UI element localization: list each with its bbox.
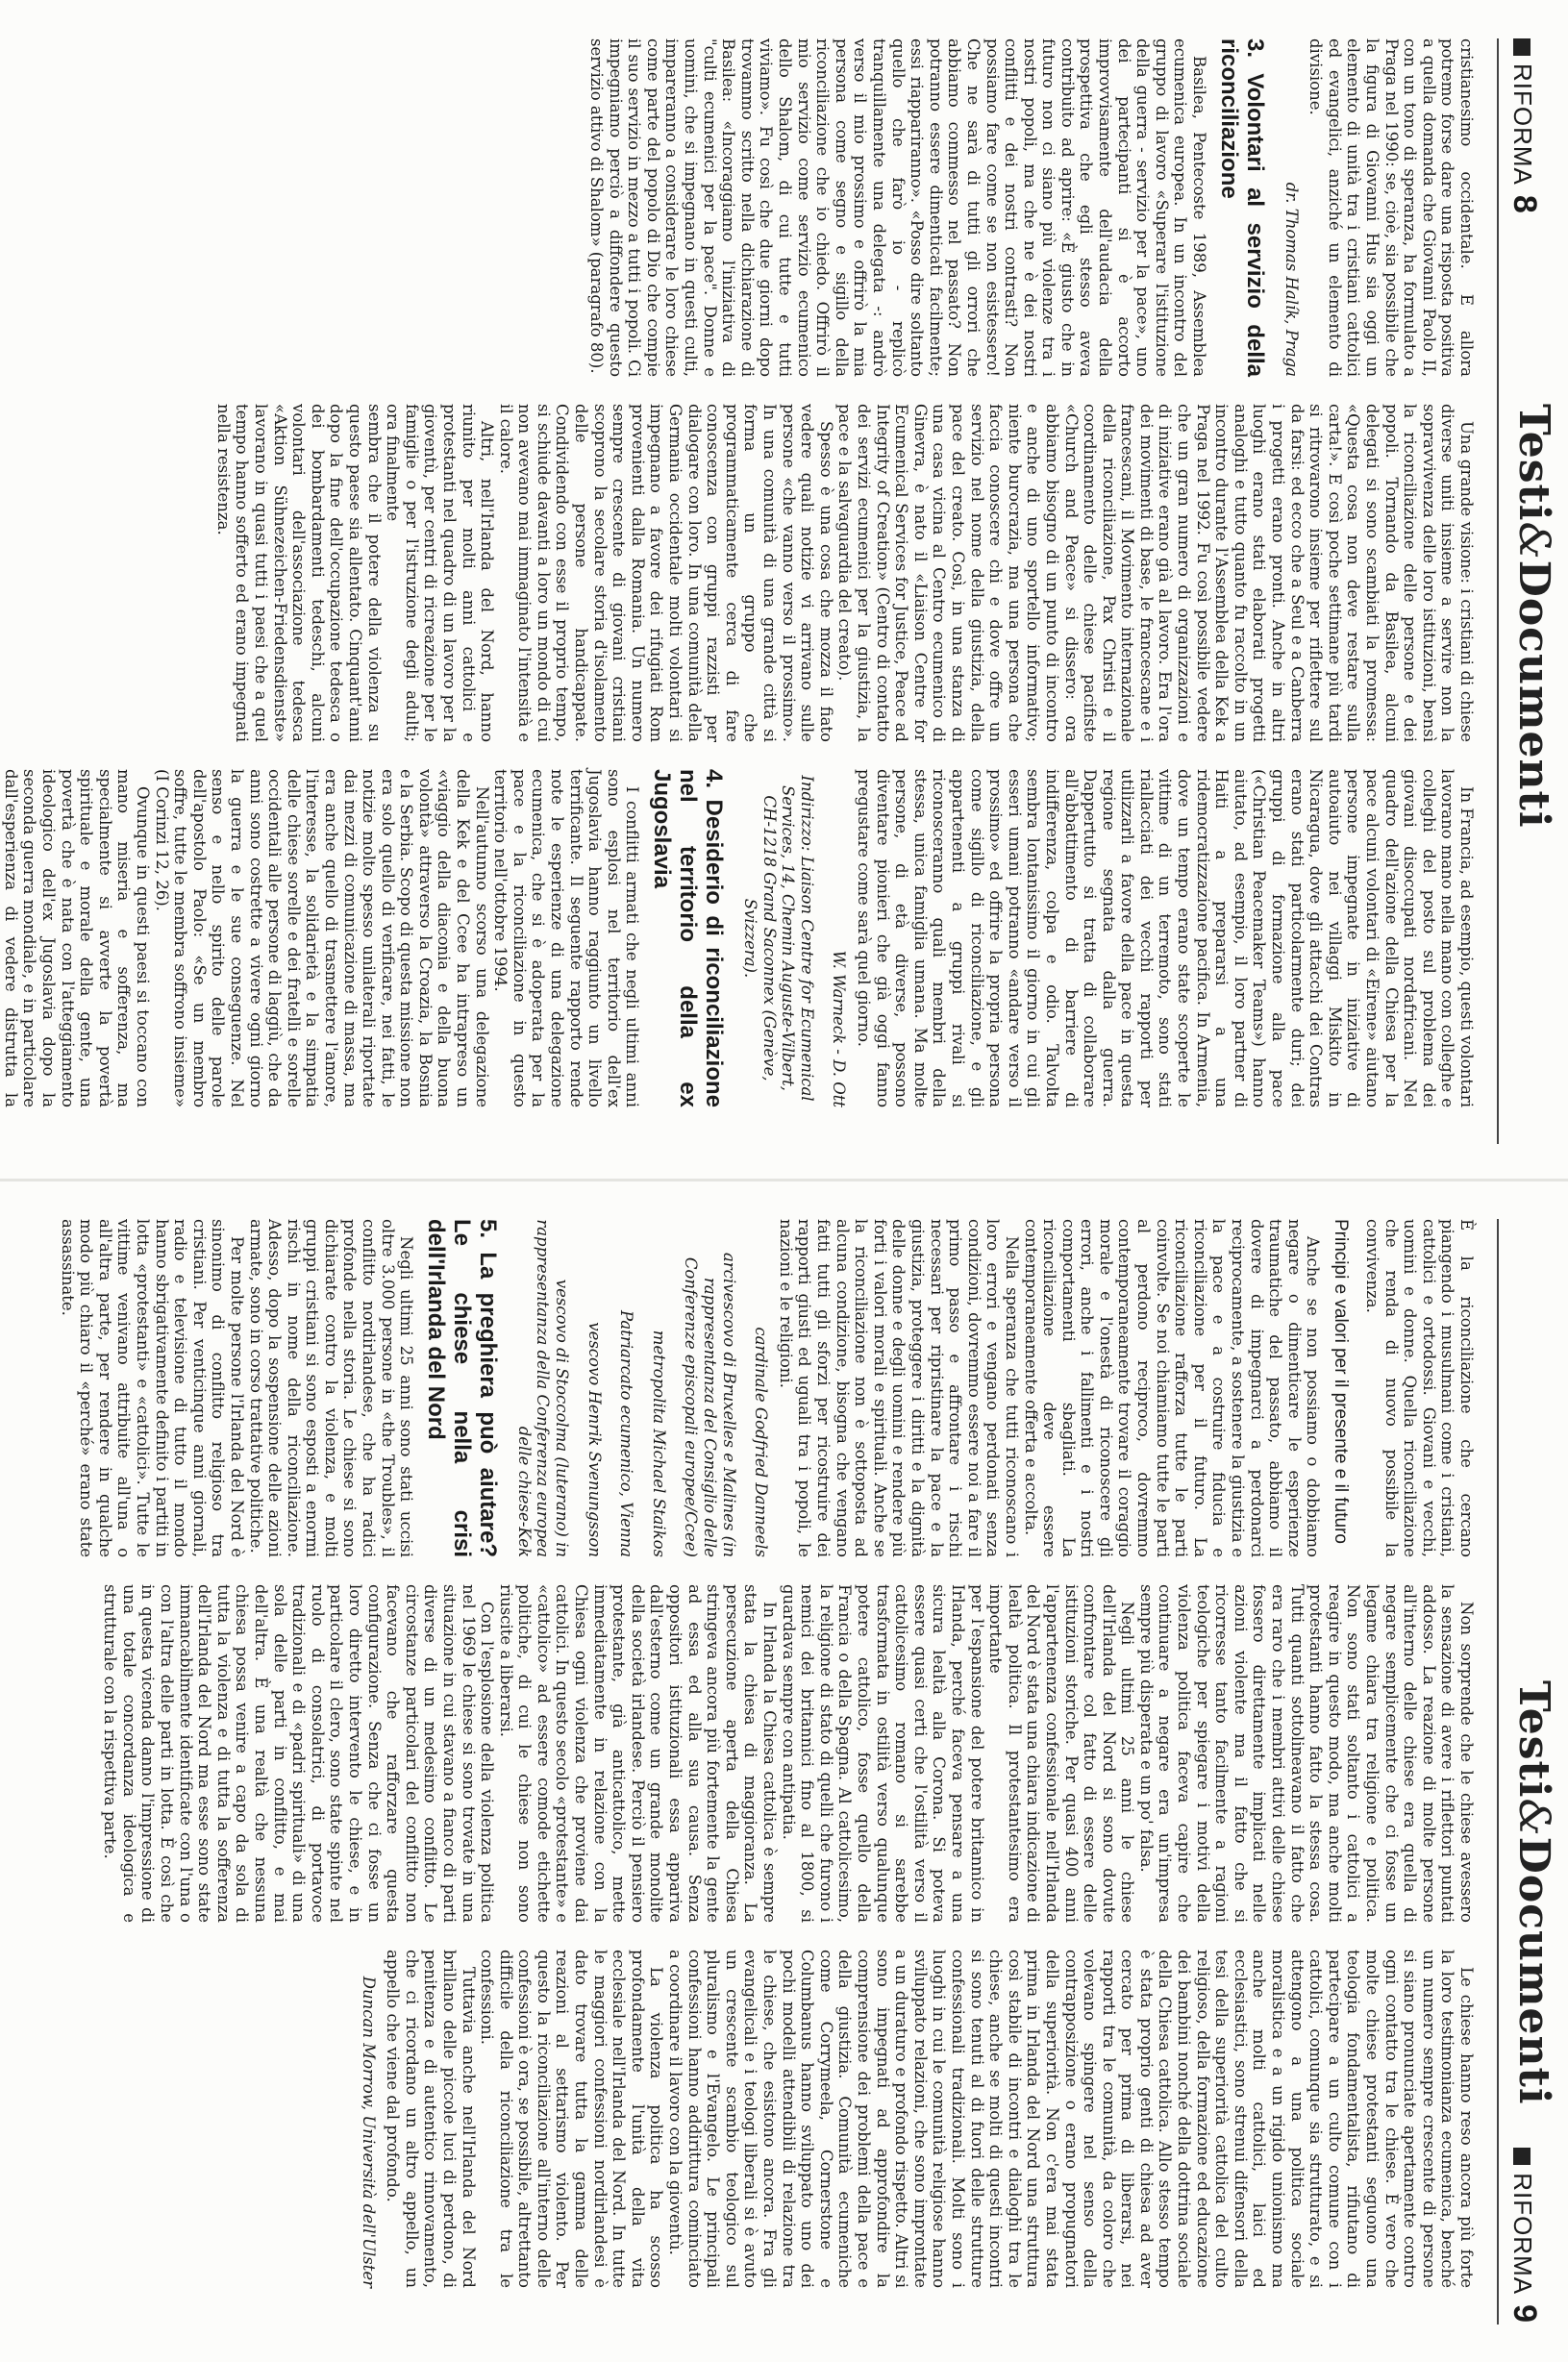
paragraph: Negli ultimi 25 anni le chiese dell'Irlanda del Nord si sono dovute confrontare col fatto di essere delle istituzioni storiche. Per quasi 400 anni l'appartenenza confessionale nell'Irlanda del Nord è stata una chiara indicazione di lealtà politica. Il protestantesimo era importante [986,1584,1137,1923]
paragraph: per l'espansione del potere britannico in Irlanda, perché faceva pensare a una sicura lealtà alla Corona. Si poteva essere quasi certi che l'ostilità verso il cattolicesimo romano si sarebbe trasformata in ostilità verso qualunque potere cattolico, fosse quello della Francia o della Spagna. Al cattolicesimo, la religione di stato di quelli che furono i nemici dei britannici fino al 1800, si guardava sempre con antipatia. [779,1584,986,1923]
page-9 [0,1181,1568,2362]
paragraph: Per molte persone l'Irlanda del Nord è sinonimo di conflitto religioso tra cristiani. Per venticinque anni giornali, radio e televisione di tutto il mondo hanno sbrigativamente definito i partiti in lotta «protestanti» e «cattolici». Tutte le vittime venivano attribuite all'una o all'altra parte, per rendere in qualche modo più chiaro il «perché» erano state assassinate. [58,1219,246,1557]
paragraph: Nell'autunno scorso una delegazione della Kek e del Ccee ha intrapreso un «viaggio della diaconia e della buona volontà» attraverso la Croazia, la Bosnia e la Serbia. Scopo di questa missione non era solo quello di verificare, nei fatti, le notizie molto spesso unilaterali riportate dai mezzi di comunicazione di massa, ma era anche quello di trasmettere l'amore, l'interesse, la solidarietà e la simpatia delle chiese sorelle e dei fratelli e sorelle occidentali alle persone di laggiù, che da anni sono costrette a vivere ogni giorno la guerra e le sue conseguenze. Nel senso e nello spirito delle parole dell'apostolo Paolo: «Se un membro soffre, tutte le membra soffrono insieme» (I Corinzi 12, 26). [152,769,491,1107]
paragraph: In Francia, ad esempio, questi volontari lavorano mano nella mano con colleghe e colleghi del posto sul problema dei giovani disoccupati nordafricani. Nel quadro dell'azione della Chiesa per la pace alcuni volontari di «Eirene» aiutano persone impegnate in iniziative di autoaiuto nei villaggi Miskito in Nicaragua, dove gli attacchi dei Contras erano stati particolarmente duri; dei gruppi di formazione alla pace («Christian Peacemaker Teams») hanno aiutato, ad esempio, il loro partner di Haiti a prepararsi a una ridemocratizzazione pacifica. In Armenia, dove un tempo erano state scoperte le vittime di un terremoto, sono stati riallacciati dei vecchi rapporti per utilizzarli a favore della pace in questa regione segnata dalla guerra. Dappertutto si tratta di collaborare all'abbattimento di barriere di indifferenza, colpa e odio. Talvolta sembra lontanissimo il giorno in cui gli esseri umani potranno «andare verso il prossimo» ed offrire la propria persona come sigillo di riconciliazione, e gli appartenenti a gruppi rivali si riconosceranno quali membri della stessa, unica famiglia umana. Ma molte persone, di età diverse, possono diventare pionieri che già oggi fanno pregustare come sarà quel giorno. [855,769,1476,1107]
signatory: vescovo Henrik Svenungsson [585,1322,604,1557]
signatory: vescovo di Stoccolma (luterano) in rappresentanza della Conferenza europea delle chiese-Kek [514,1219,572,1557]
paragraph: I conflitti armati che negli ultimi anni sono esplosi nel territorio dell'ex Jugoslavia hanno raggiunto un livello terrificante. Il seguente rapporto rende note le esperienze di una delegazione ecumenica, che si è adoperata per la pace e la riconciliazione in questo territorio nell'ottobre 1994. [491,769,642,1107]
paragraph: Le chiese hanno reso ancora più forte la loro testimonianza ecumenica, benché un numero sempre crescente di persone si siano pronunciate apertamente contro ogni contatto tra le chiese. È vero che molte chiese protestanti seguono una teologia fondamentalista, rifiutano di partecipare a un culto comune con i cattolici, comunque sia strutturato, e si attengono a una politica sociale moralistica e a un rigido unionismo ma anche molti cattolici, laici ed ecclesiastici, sono strenui difensori della tesi della superiorità cattolica del culto religioso, della formazione ed educazione dei bambini nonché della dottrina sociale della Chiesa cattolica. Allo stesso tempo è stata proprio genti di chiesa ad aver cercato per prima di liberarsi, nei rapporti tra le comunità, da coloro che volevano spingere nel senso della contrapposizione o erano propugnatori della superiorità. Non c'era mai stata prima in Irlanda del Nord una struttura così stabile di incontri e dialoghi tra le chiese, anche se molti di questi incontri si sono tenuti al di fuori delle strutture confessionali tradizionali. Molti sono i luoghi in cui le comunità religiose hanno sviluppato relazioni, che sono improntate a un duraturo e profondo rispetto. Altri si sono impegnati ad approfondire la comprensione dei problemi della pace e della giustizia. Comunità ecumeniche come Corrymeela, Cornerstone e Columbanus hanno sviluppato uno dei pochi modelli attendibili di relazione tra le chiese, che esistono ancora. Fra gli evangelicali e i teologi liberali si è avuto un crescente scambio teologico sul pluralismo e l'Evangelo. Le principali confessioni hanno addirittura cominciato a coordinare il lavoro con la gioventù. [666,1950,1476,2288]
paragraph: La violenza politica ha scosso profondamente l'unità della vita ecclesiale nell'Irlanda del Nord. In tutte le maggiori confessioni nordirlandesi è dato trovare tutta la gamma delle reazioni al settarismo violento. Per questo la riconciliazione all'interno delle confessioni è ora, se possibile, altrettanto difficile della riconciliazione tra le confessioni. [478,1950,666,2288]
paragraph: In Irlanda la Chiesa cattolica è sempre stata la chiesa di maggioranza. La persecuzione aperta della Chiesa stringeva ancora più fortemente la gente ad essa ed alla sua causa. Senza oppositori istituzionali essa appariva dall'esterno come un grande monolite della società irlandese. Perciò il pensiero protestante, già anticattolico, mette immediatamente in relazione con la Chiesa ogni violenza che proviene dai cattolici. In questo secolo «protestante» e «cattolico» ad essere comode etichette politiche, di cui le chiese non sono riuscite a liberarsi. [496,1584,780,1923]
article-heading: 3. Volontari al servizio della riconciliazione [1216,38,1269,377]
signatory: cardinale Godfried Danneels [752,1327,771,1557]
article-heading: 4. Desiderio di riconciliazione nel territorio della ex Jugoslavia [649,769,728,1107]
paragraph: È la riconciliazione che cercano piangendo i musulmani come i cristiani, cattolici e ortodossi. Giovani e vecchi, uomini e donne. Quella riconciliazione che renda di nuovo possibile la convivenza. [1363,1219,1476,1557]
paragraph: Negli ultimi 25 anni sono stati uccisi oltre 3.000 persone in «the Troubles», il conflitto nordirlandese, che ha radici profonde nella storia. Le chiese si sono dichiarate contro la violenza, e molti gruppi cristiani si sono esposti a enormi rischi in nome della riconciliazione. Adesso, dopo la sospensione delle azioni armate, sono in corso trattative politiche. [246,1219,416,1557]
signatory: metropolita Michael Staikos [649,1330,668,1557]
paragraph: cristianesimo occidentale. E allora potremo forse dare una risposta positiva a quella domanda che Giovanni Paolo II, con un tono di speranza, ha formulato a Praga nel 1990: se, cioè, sia possibile che la figura di Giovanni Hus sia oggi un elemento di unità tra i cristiani cattolici ed evangelici, anziché un elemento di divisione. [1307,38,1476,377]
author-signature: Duncan Morrow, Università dell'Ulster [359,1976,378,2288]
paragraph: Ovunque in questi paesi si toccano con mano miseria e sofferenza, ma specialmente si avverte la povertà spirituale e morale della gente, una povertà che è nata con l'atteggiamento ideologico dell'ex Jugoslavia dopo la seconda guerra mondiale, e in particolare dall'esperienza di vedere distrutta la [1,769,152,1107]
folio-square-icon [1513,38,1531,56]
column-1 [19,1219,1476,1557]
column-3 [1,769,1476,1107]
header-rule [1497,38,1499,1144]
paragraph: Basilea, Pentecoste 1989, Assemblea ecumenica europea. In un incontro del gruppo di lavoro «Superare l'istituzione della guerra - servizio per la pace», uno dei partecipanti si è accorto improvvisamente dell'audacia della prospettiva che egli stesso aveva contribuito ad aprire: «È giusto che in futuro non ci siano più violenze tra i nostri popoli, ma che ne è dei nostri conflitti e dei nostri contrasti? Non possiamo fare come se non esistessero! Che ne sarà di tutti gli orrori che abbiamo commesso nel passato? Non potranno essere dimenticati facilmente; essi riappariranno». «Posso dire soltanto quello che farò io - replicò tranquillamente una delegata -: andrò verso il mio prossimo e offrirò la mia persona come segno e sigillo della riconciliazione che io chiedo. Offrirò il mio servizio come servizio ecumenico dello Shalom, di cui tutte e tutti viviamo». Fu così che due giorni dopo trovammo scritto nella dichiarazione di Basilea: «Incoraggiamo l'iniziativa di "culti ecumenici per la pace". Donne e uomini, che si impegnano in questi culti, impareranno a considerare le loro chiese come parte del popolo di Dio che compie il suo servizio in mezzo a tutti i popoli. Ci impegniamo perciò a diffondere questo servizio attivo di Shalom» (paragrafo 80). [587,38,1209,377]
column-3 [19,1950,1476,2288]
paragraph: Non sorprende che le chiese avessero la sensazione di avere i riflettori puntati addosso. La reazione di molte persone all'interno delle chiese era quella di negare semplicemente che ci fosse un legame chiara tra religione e politica. Non sono stati soltanto i cattolici a reagire in questo modo, ma anche molti protestanti hanno fatto la stessa cosa. Tutti quanti sottolineavano il fatto che era raro che i membri attivi delle chiese fossero direttamente implicati nelle azioni violente ma il fatto che si ricorresse tanto facilmente a ragioni teologiche per spiegare i motivi della violenza politica faceva capire che continuare a negare era un'impresa sempre più disperata e un po' falsa. [1136,1584,1476,1923]
subheading: Principi e valori per il presente e il futuro [1331,1219,1352,1544]
paragraph: sembra che il potere della violenza su questo paese sia allentato. Cinquant'anni dopo la fine dell'occupazione tedesca o dei bombardamenti tedeschi, alcuni volontari dell'associazione tedesca «Aktion Sühnezeichen-Friedensdienste» lavorano in quasi tutti i paesi che a quel tempo hanno sofferto ed erano impegnati nella resistenza. [213,404,384,742]
column-2 [19,1584,1476,1923]
column-2 [19,404,1476,742]
paragraph: Tuttavia anche nell'Irlanda del Nord brillano delle piccole luci di perdono, di penitenza e di autentico rinnovamento, che ci ricordano un altro appello, un appello che viene dal profondo. [384,1950,478,2288]
address-note: Indirizzo: Liaison Centre for Ecumenical Services, 14, Chemin Auguste-Vilbert, CH-1218 Grand Saconnex (Genève, Svizzera). [741,775,816,1102]
header-rule [1497,1219,1499,2325]
paragraph: Nella speranza che tutti riconoscano i loro errori e vengano perdonati senza condizioni, dovremmo essere noi a fare il primo passo e affrontare i rischi necessari per ripristinare la pace e la giustizia, proteggere i diritti e la dignità delle donne e degli uomini e rendere più forti i valori morali e spirituali. Anche se la riconciliazione non è sottoposta ad alcuna condizione, bisogna che vengano fatti tutti gli sforzi per ricostruire dei rapporti giusti ed uguali tra i popoli, le nazioni e le religioni. [776,1219,1021,1557]
column-1 [19,38,1476,377]
signatory: Patriarcato ecumenico, Vienna [617,1310,636,1557]
paragraph: Con l'esplosione della violenza politica nel 1969 le chiese si sono trovate in una situazione in cui stavano a fianco di parti diverse di un medesimo conflitto. Le circostanze particolari del conflitto non facevano che rafforzare questa configurazione. Senza che ci fosse un loro diretto intervento le chiese, e in particolare il clero, sono state spinte nel ruolo di consolatrici, di portavoce tradizionali e di «padri spirituali» di una sola delle parti in conflitto, e mai dell'altra. È una realtà che nessuna chiesa possa venire a capo da sola di tutta la violenza e di tutta la sofferenza dell'Irlanda del Nord ma esse sono state immancabilmente identificate con l'una o con l'altra delle parti in lotta. È così che in questa vicenda danno l'impressione di una totale concordanza ideologica e strutturale con la rispettiva parte. [101,1584,497,1923]
author-signature: W. Warneck - D. Ott [830,950,849,1107]
folio-square-icon [1513,2148,1531,2165]
article-heading: 5. La preghiera può aiutare? Le chiese nella crisi dell'Irlanda del Nord [423,1219,502,1557]
paragraph: Anche se non possiamo o dobbiamo negare o dimenticare le esperienze traumatiche del passato, abbiamo il dovere di impegnarci a perdonarci reciprocamente, a sostenere la giustizia e la pace e a costruire fiducia e riconciliazione per il futuro. La riconciliazione rafforza tutte le parti coinvolte. Se noi chiamiamo tutte le parti al perdono reciproco, dovremmo contemporaneamente trovare il coraggio morale e l'onestà di riconoscere gli errori, anche i fallimenti e i nostri comportamenti sbagliati. La riconciliazione deve essere contemporaneamente offerta e accolta. [1021,1219,1323,1557]
author-signature: dr. Thomas Halík, Praga [1282,182,1301,377]
signatory: arcivescovo di Bruxelles e Malines (in rappresentanza del Consiglio delle Conferenze episcopali europee/Ccee) [682,1252,738,1557]
paragraph: Altri, nell'Irlanda del Nord, hanno riunito per molti anni cattolici e protestanti nel quadro di un lavoro per la gioventù, per centri di ricreazione per le famiglie o per l'istruzione degli adulti; ora finalmente [384,404,497,742]
section-title: Testi&Documenti [1509,404,1558,829]
page-folio: RIFORMA9 [1506,2148,1543,2324]
paragraph: Una grande visione: i cristiani di chiese diverse uniti insieme a servire non la sopravvivenza delle loro istituzioni, bensì la riconciliazione delle persone e dei popoli. Tornando da Basilea, alcuni delegati si sono scambiati la promessa: «Questa cosa non deve restare sulla carta!». E così poche settimane più tardi si ritrovarono insieme per riflettere sul da farsi: ed ecco che a Seul e a Canberra i progetti erano pronti. Anche in altri luoghi erano stati elaborati progetti analoghi e tutto quanto fu raccolto in un incontro durante l'Assemblea della Kek a Praga nel 1992. Fu così possibile vedere che un gran numero di organizzazioni e di iniziative erano già al lavoro. Era l'ora dei movimenti di base, le francescane e i francescani, il Movimento internazionale della riconciliazione, Pax Christi e il coordinamento delle chiese pacifiste «Church and Peace» si dissero: ora abbiamo bisogno di un punto di incontro e anche di uno sportello informativo; niente burocrazia, ma una persona che faccia conoscere chi e dove offre un servizio nel nome della giustizia, della pace del creato. Così, in una stanza di una casa vicina al Centro ecumenico di Ginevra, è nato il «Liaison Centre for Ecumenical Services for Justice, Peace ad Integrity of Creation» (Centro di contatto dei servizi ecumenici per la giustizia, la pace e la salvaguardia del creato). [835,404,1476,742]
section-title: Testi&Documenti [1509,1680,1558,2105]
paragraph: Spesso è una cosa che mozza il fiato vedere quali notizie vi arrivano sulle persone «che vanno verso il prossimo». In una comunità di una grande città si forma un gruppo che programmaticamente cerca di fare conoscenza con gruppi razzisti per dialogare con loro. In una comunità della Germania occidentale molti volontari si impegnano a favore dei rifugiati Rom provenienti dalla Romania. Un numero sempre crescente di giovani cristiani scoprono la secolare storia d'isolamento delle persone handicappate. Condividendo con esse il proprio tempo, si schiude davanti a loro un mondo di cui non avevano mai immaginato l'intensità e il calore. [496,404,835,742]
page-folio: RIFORMA8 [1506,38,1543,214]
